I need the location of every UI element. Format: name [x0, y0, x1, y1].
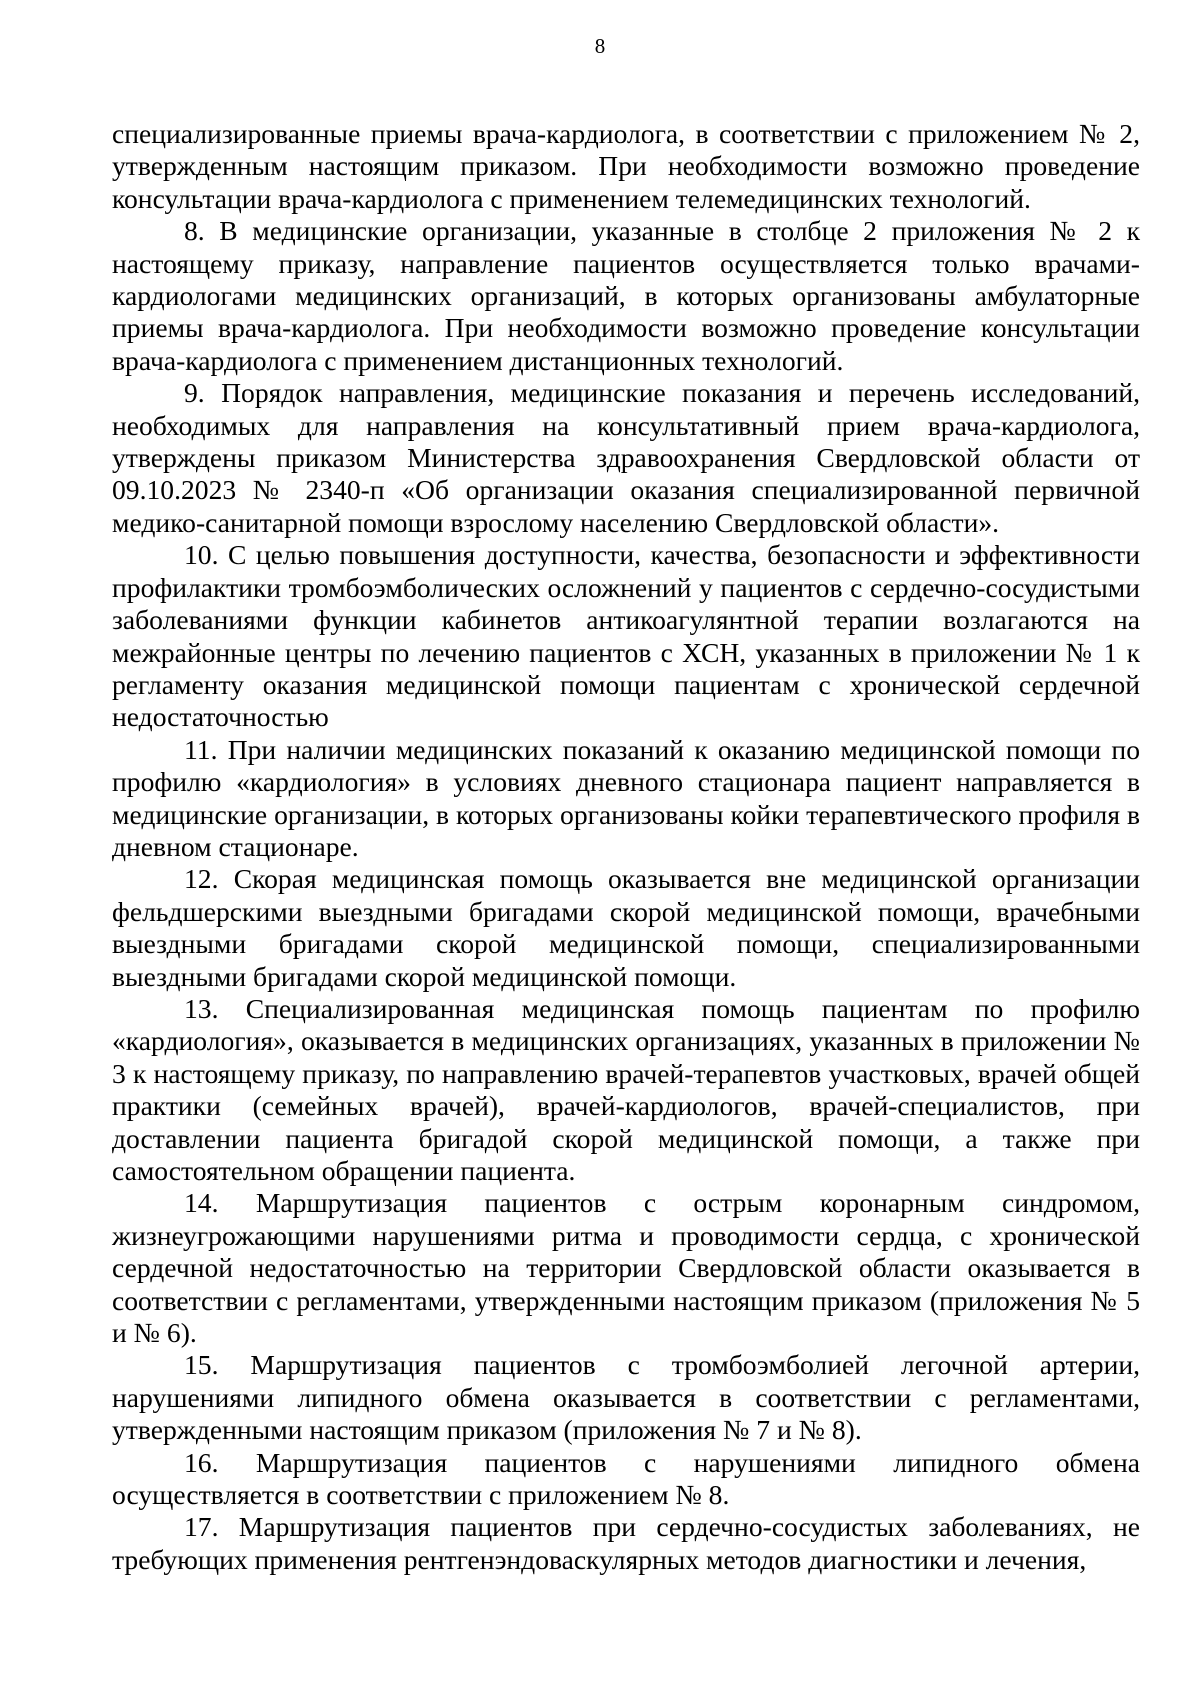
paragraph-8: 8. В медицинские организации, указанные в столбце 2 приложения № 2 к настоящему приказу, направление пациентов осуществляется только врачами-кардиологами медицинских организаций, в которых организованы амбулаторные приемы врача-кардиолога. При необходимости возможно проведение консультации врача-кардиолога с применением дистанционных технологий.	[112, 215, 1140, 376]
paragraph-14: 14. Маршрутизация пациентов с острым коронарным синдромом, жизнеугрожающими нарушениями ритма и проводимости сердца, с хронической сердечной недостаточностью на территории Свердловской области оказывается в соответствии с регламентами, утвержденными настоящим приказом (приложения № 5 и № 6).	[112, 1187, 1140, 1349]
paragraph-11: 11. При наличии медицинских показаний к оказанию медицинской помощи по профилю «кардиология» в условиях дневного стационара пациент направляется в медицинские организации, в которых организованы койки терапевтического профиля в дневном стационаре.	[112, 733, 1140, 862]
document-body	[112, 118, 1140, 1576]
paragraph-10: 10. С целью повышения доступности, качества, безопасности и эффективности профилактики тромбоэмболических осложнений у пациентов с сердечно-сосудистыми заболеваниями функции кабинетов антикоагулянтной терапии возлагаются на межрайонные центры по лечению пациентов с ХСН, указанных в приложении № 1 к регламенту оказания медицинской помощи пациентам с хронической сердечной недостаточностью	[112, 539, 1140, 733]
page-number: 8	[594, 34, 606, 58]
paragraph-16: 16. Маршрутизация пациентов с нарушениями липидного обмена осуществляется в соответствии с приложением № 8.	[112, 1446, 1140, 1511]
paragraph-continuation: специализированные приемы врача-кардиолога, в соответствии с приложением № 2, утвержденным настоящим приказом. При необходимости возможно проведение консультации врача-кардиолога с применением телемедицинских технологий.	[112, 118, 1140, 214]
paragraph-12: 12. Скорая медицинская помощь оказывается вне медицинской организации фельдшерскими выездными бригадами скорой медицинской помощи, врачебными выездными бригадами скорой медицинской помощи, специализированными выездными бригадами скорой медицинской помощи.	[112, 863, 1140, 992]
paragraph-13: 13. Специализированная медицинская помощь пациентам по профилю «кардиология», оказывается в медицинских организациях, указанных в приложении № 3 к настоящему приказу, по направлению врачей-терапевтов участковых, врачей общей практики (семейных врачей), врачей-кардиологов, врачей-специалистов, при доставлении пациента бригадой скорой медицинской помощи, а также при самостоятельном обращении пациента.	[112, 992, 1140, 1186]
paragraph-9: 9. Порядок направления, медицинские показания и перечень исследований, необходимых для направления на консультативный прием врача-кардиолога, утверждены приказом Министерства здравоохранения Свердловской области от 09.10.2023 № 2340-п «Об организации оказания специализированной первичной медико-санитарной помощи взрослому населению Свердловской области».	[112, 377, 1140, 538]
paragraph-15: 15. Маршрутизация пациентов с тромбоэмболией легочной артерии, нарушениями липидного обмена оказывается в соответствии с регламентами, утвержденными настоящим приказом (приложения № 7 и № 8).	[112, 1349, 1140, 1446]
paragraph-17: 17. Маршрутизация пациентов при сердечно-сосудистых заболеваниях, не требующих применения рентгенэндоваскулярных методов диагностики и лечения,	[112, 1511, 1140, 1575]
